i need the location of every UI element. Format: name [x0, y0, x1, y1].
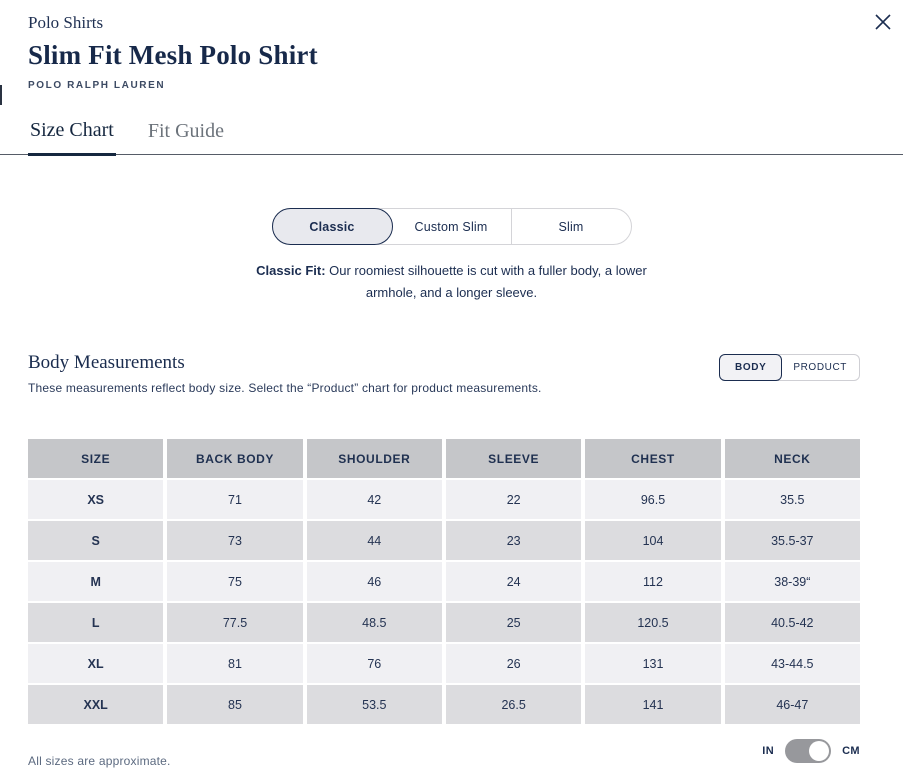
- product-title: Slim Fit Mesh Polo Shirt: [28, 40, 318, 70]
- measurement-cell: 26: [446, 644, 581, 683]
- size-table: [28, 439, 860, 724]
- measurement-cell: 38-39“: [725, 562, 860, 601]
- measurement-cell: 77.5: [167, 603, 302, 642]
- unit-label-cm: CM: [842, 745, 860, 757]
- unit-label-in: IN: [762, 745, 775, 757]
- fit-option-classic[interactable]: Classic: [272, 208, 393, 245]
- measurements-title: Body Measurements: [28, 352, 185, 373]
- close-button[interactable]: [871, 10, 895, 34]
- measurement-cell: 25: [446, 603, 581, 642]
- measurement-cell: 53.5: [307, 685, 442, 724]
- measurement-cell: 40.5-42: [725, 603, 860, 642]
- measurement-cell: 76: [307, 644, 442, 683]
- measurements-titles: [28, 352, 542, 395]
- measurement-cell: 85: [167, 685, 302, 724]
- fit-option-slim[interactable]: Slim: [511, 209, 631, 244]
- chart-type-toggle: [719, 354, 860, 381]
- measurements-subtitle: These measurements reflect body size. Select the “Product” chart for product measurements.: [28, 381, 542, 395]
- scroll-indicator: [0, 85, 2, 105]
- fit-description: [252, 260, 652, 304]
- modal-header: [0, 13, 903, 91]
- switch-knob: [809, 741, 829, 761]
- measurement-cell: 104: [585, 521, 720, 560]
- measurement-cell: 141: [585, 685, 720, 724]
- column-header: SHOULDER: [307, 439, 442, 478]
- size-cell: S: [28, 521, 163, 560]
- measurements-header: [28, 352, 860, 395]
- measurement-cell: 96.5: [585, 480, 720, 519]
- measurement-cell: 48.5: [307, 603, 442, 642]
- tab-size-chart[interactable]: Size Chart: [28, 119, 116, 156]
- measurement-cell: 46: [307, 562, 442, 601]
- tabs-bar: [0, 119, 903, 155]
- size-cell: XL: [28, 644, 163, 683]
- column-header: BACK BODY: [167, 439, 302, 478]
- measurement-cell: 46-47: [725, 685, 860, 724]
- column-header: CHEST: [585, 439, 720, 478]
- size-cell: XS: [28, 480, 163, 519]
- measurement-cell: 24: [446, 562, 581, 601]
- measurement-cell: 35.5: [725, 480, 860, 519]
- fit-option-custom-slim[interactable]: Custom Slim: [392, 209, 511, 244]
- size-cell: L: [28, 603, 163, 642]
- measurement-cell: 112: [585, 562, 720, 601]
- measurement-cell: 73: [167, 521, 302, 560]
- column-header: SIZE: [28, 439, 163, 478]
- chart-toggle-product[interactable]: PRODUCT: [778, 354, 860, 381]
- fit-description-lead: Classic Fit:: [256, 263, 326, 278]
- fit-selector-wrap: [0, 208, 903, 245]
- measurement-cell: 120.5: [585, 603, 720, 642]
- measurement-cell: 44: [307, 521, 442, 560]
- size-cell: XXL: [28, 685, 163, 724]
- tab-fit-guide[interactable]: Fit Guide: [146, 119, 226, 154]
- column-header: NECK: [725, 439, 860, 478]
- brand-name: POLO RALPH LAUREN: [28, 80, 166, 91]
- measurement-cell: 22: [446, 480, 581, 519]
- unit-switch[interactable]: [785, 739, 831, 763]
- footer-note: All sizes are approximate.: [28, 754, 171, 768]
- measurement-cell: 35.5-37: [725, 521, 860, 560]
- fit-description-text: Our roomiest silhouette is cut with a fuller body, a lower armhole, and a longer sleeve.: [325, 263, 647, 300]
- measurement-cell: 26.5: [446, 685, 581, 724]
- measurement-cell: 42: [307, 480, 442, 519]
- product-category: Polo Shirts: [28, 13, 104, 32]
- column-header: SLEEVE: [446, 439, 581, 478]
- fit-selector: [272, 208, 632, 245]
- measurement-cell: 75: [167, 562, 302, 601]
- chart-toggle-body[interactable]: BODY: [719, 354, 782, 381]
- measurement-cell: 131: [585, 644, 720, 683]
- close-icon: [875, 14, 891, 30]
- measurement-cell: 81: [167, 644, 302, 683]
- measurement-cell: 43-44.5: [725, 644, 860, 683]
- measurement-cell: 71: [167, 480, 302, 519]
- measurement-cell: 23: [446, 521, 581, 560]
- size-cell: M: [28, 562, 163, 601]
